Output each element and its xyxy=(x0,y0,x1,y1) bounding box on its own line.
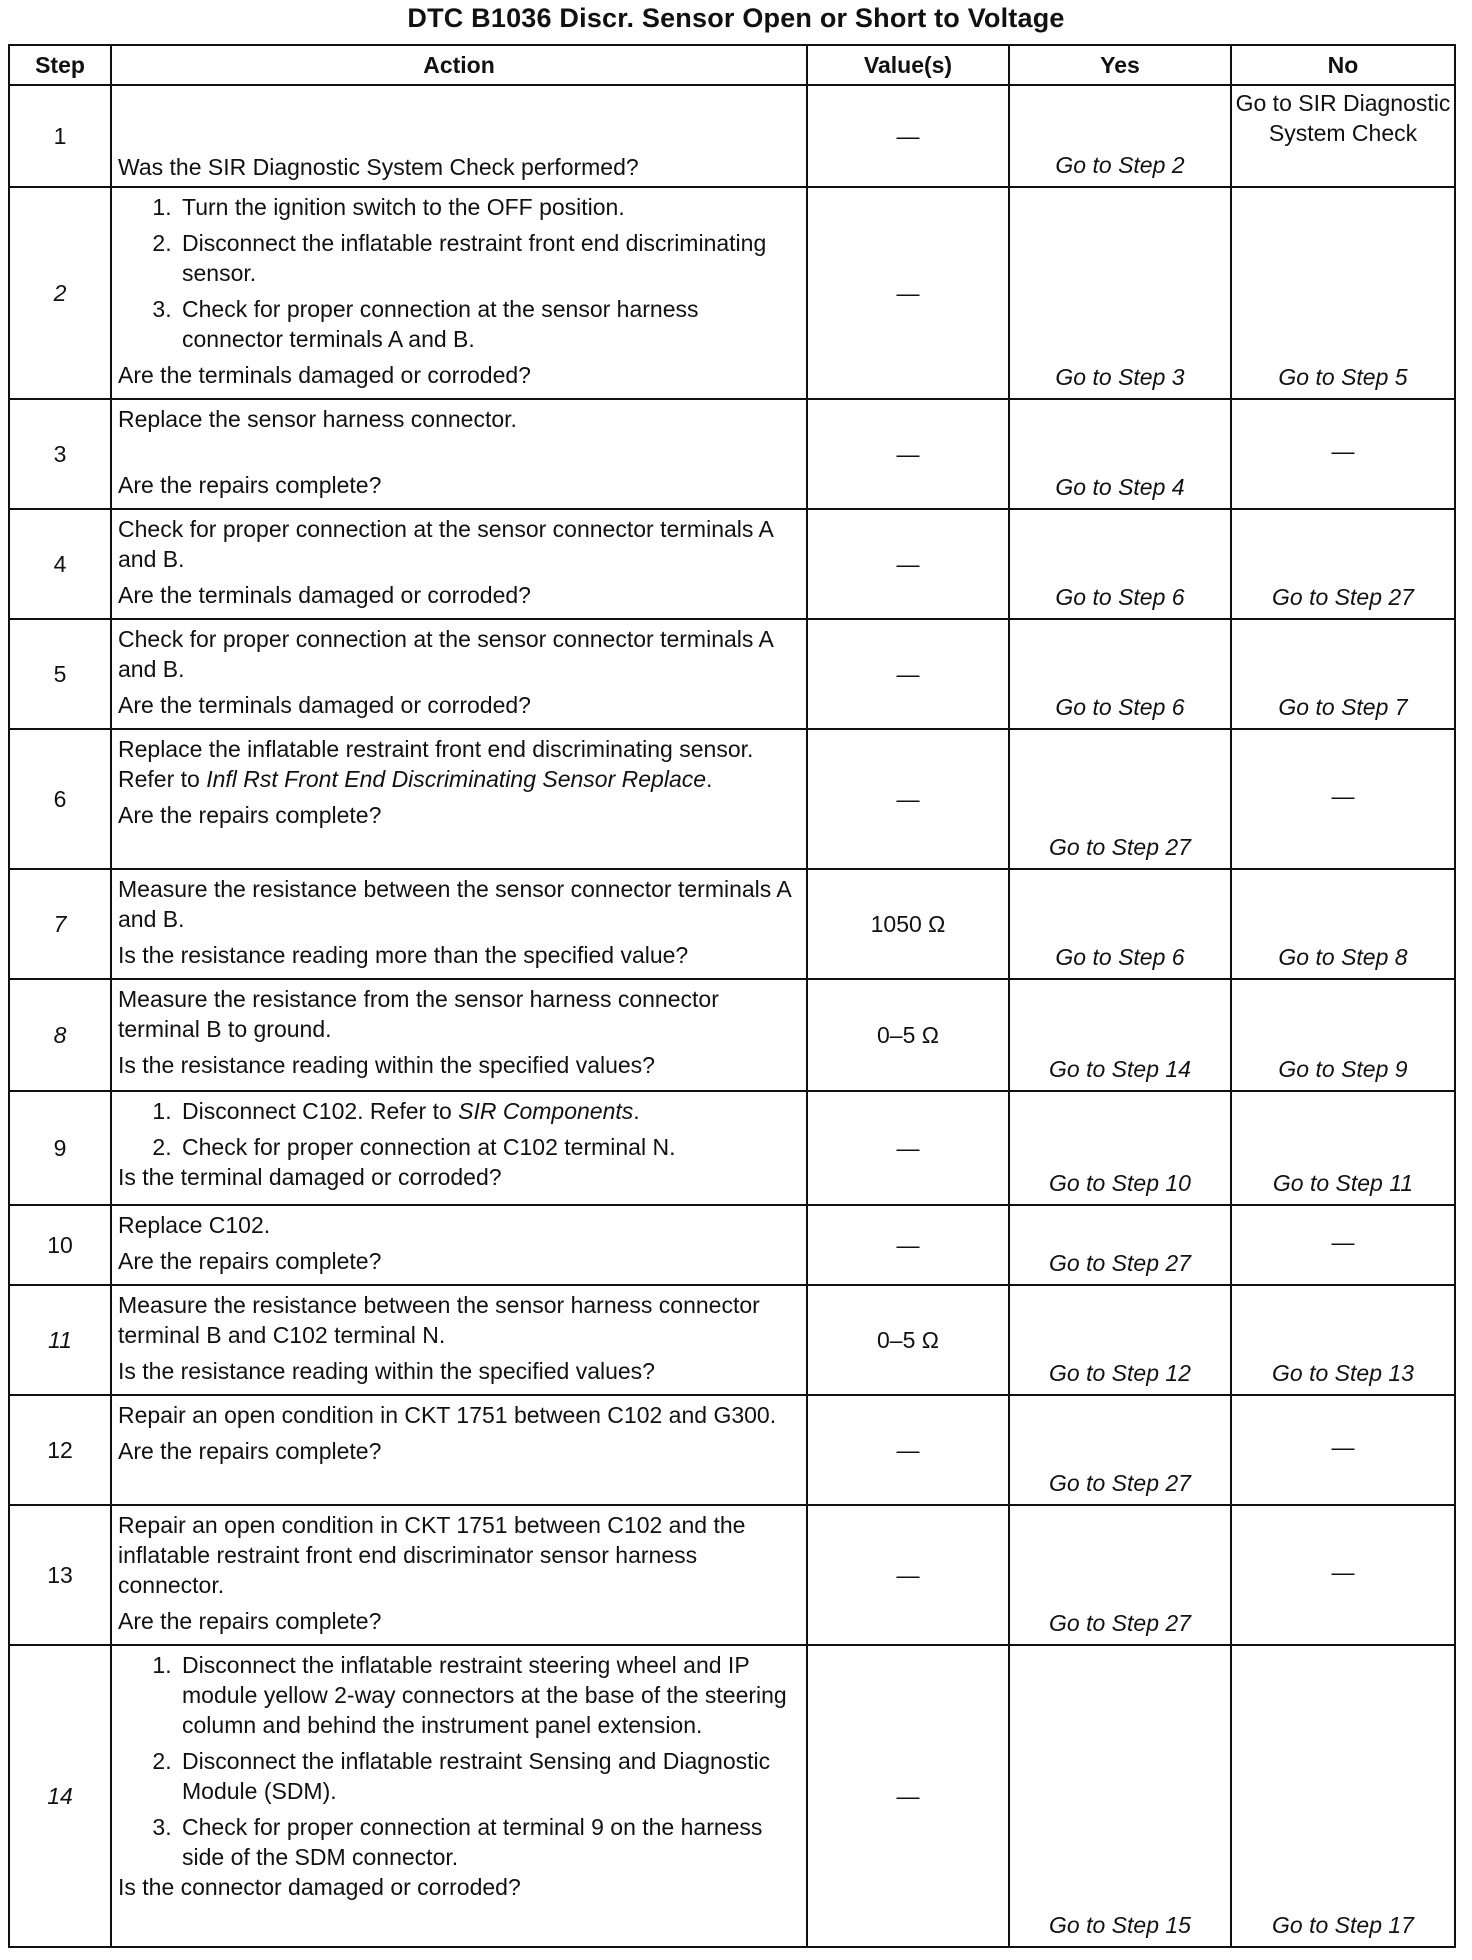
action-text: Replace C102. xyxy=(118,1212,271,1238)
action-cell xyxy=(111,1395,807,1505)
step-number: 11 xyxy=(9,1285,111,1395)
no-link[interactable]: Go to Step 5 xyxy=(1231,187,1455,399)
reference-link[interactable]: SIR Components xyxy=(458,1098,634,1124)
value-cell: 1050 Ω xyxy=(807,869,1009,979)
step-number: 14 xyxy=(9,1645,111,1947)
action-cell xyxy=(111,1091,807,1205)
list-item: 3. Check for proper connection at terminal 9 on the harness side of the SDM connector. xyxy=(178,1812,800,1872)
header-values: Value(s) xyxy=(807,45,1009,85)
value-cell: — xyxy=(807,1091,1009,1205)
step-number: 8 xyxy=(9,979,111,1091)
header-yes: Yes xyxy=(1009,45,1231,85)
table-row xyxy=(9,729,1455,869)
step-number: 1 xyxy=(9,85,111,187)
list-item-pre: Disconnect C102. Refer to xyxy=(182,1098,459,1124)
action-cell xyxy=(111,399,807,509)
table-row xyxy=(9,1205,1455,1285)
no-cell: — xyxy=(1231,1205,1455,1285)
yes-link[interactable]: Go to Step 12 xyxy=(1009,1285,1231,1395)
value-cell: — xyxy=(807,187,1009,399)
list-item-post: . xyxy=(633,1098,640,1124)
action-cell xyxy=(111,869,807,979)
no-link[interactable]: Go to Step 7 xyxy=(1231,619,1455,729)
table-row xyxy=(9,1395,1455,1505)
table-row xyxy=(9,399,1455,509)
action-question: Are the repairs complete? xyxy=(118,1248,382,1274)
value-cell: 0–5 Ω xyxy=(807,979,1009,1091)
action-text: Measure the resistance between the sensor harness connector terminal B and C102 terminal N. xyxy=(118,1292,760,1348)
list-item: 2. Disconnect the inflatable restraint front end discriminating sensor. xyxy=(178,228,800,288)
no-link[interactable]: Go to Step 13 xyxy=(1231,1285,1455,1395)
action-question: Are the terminals damaged or corroded? xyxy=(118,582,531,608)
action-cell xyxy=(111,1205,807,1285)
action-question: Are the repairs complete? xyxy=(118,1438,382,1464)
action-question: Are the terminals damaged or corroded? xyxy=(118,692,531,718)
yes-link[interactable]: Go to Step 6 xyxy=(1009,619,1231,729)
table-row xyxy=(9,869,1455,979)
step-number: 5 xyxy=(9,619,111,729)
action-list xyxy=(118,1096,800,1162)
yes-link[interactable]: Go to Step 27 xyxy=(1009,729,1231,869)
list-item: 1. Turn the ignition switch to the OFF position. xyxy=(178,192,800,222)
action-cell xyxy=(111,979,807,1091)
no-link[interactable]: Go to Step 17 xyxy=(1231,1645,1455,1947)
action-cell xyxy=(111,729,807,869)
value-cell: — xyxy=(807,399,1009,509)
table-row xyxy=(9,187,1455,399)
step-number: 4 xyxy=(9,509,111,619)
action-text: Measure the resistance from the sensor harness connector terminal B to ground. xyxy=(118,986,719,1042)
table-row xyxy=(9,979,1455,1091)
header-row xyxy=(9,45,1455,85)
no-link[interactable]: Go to Step 27 xyxy=(1231,509,1455,619)
step-number: 3 xyxy=(9,399,111,509)
value-cell: — xyxy=(807,729,1009,869)
value-cell: — xyxy=(807,1505,1009,1645)
table-row xyxy=(9,85,1455,187)
table-row xyxy=(9,1645,1455,1947)
action-text: Check for proper connection at the sensor connector terminals A and B. xyxy=(118,516,773,572)
step-number: 2 xyxy=(9,187,111,399)
no-link-text: Go to SIR Diagnostic System Check xyxy=(1235,90,1451,146)
list-item xyxy=(178,1096,800,1126)
table-row xyxy=(9,509,1455,619)
no-link[interactable] xyxy=(1231,85,1455,187)
step-number: 7 xyxy=(9,869,111,979)
no-link[interactable]: Go to Step 9 xyxy=(1231,979,1455,1091)
yes-link[interactable]: Go to Step 15 xyxy=(1009,1645,1231,1947)
list-item: 1. Disconnect the inflatable restraint steering wheel and IP module yellow 2-way connectors at the base of the steering column and behind the instrument panel extension. xyxy=(178,1650,800,1740)
no-cell: — xyxy=(1231,1505,1455,1645)
action-cell xyxy=(111,85,807,187)
action-question: Are the repairs complete? xyxy=(118,472,382,498)
action-text: Repair an open condition in CKT 1751 between C102 and the inflatable restraint front end discriminator sensor harness connector. xyxy=(118,1512,746,1598)
action-cell xyxy=(111,1505,807,1645)
action-question: Are the terminals damaged or corroded? xyxy=(118,362,531,388)
yes-link[interactable]: Go to Step 6 xyxy=(1009,509,1231,619)
no-cell: — xyxy=(1231,399,1455,509)
action-question: Is the terminal damaged or corroded? xyxy=(118,1164,502,1190)
value-cell: — xyxy=(807,85,1009,187)
no-cell: — xyxy=(1231,1395,1455,1505)
step-number: 12 xyxy=(9,1395,111,1505)
yes-link[interactable]: Go to Step 27 xyxy=(1009,1505,1231,1645)
action-question: Are the repairs complete? xyxy=(118,1608,382,1634)
table-row xyxy=(9,1505,1455,1645)
list-item: 2. Check for proper connection at C102 terminal N. xyxy=(178,1132,800,1162)
header-step: Step xyxy=(9,45,111,85)
table-row xyxy=(9,619,1455,729)
yes-link[interactable]: Go to Step 3 xyxy=(1009,187,1231,399)
yes-link[interactable]: Go to Step 10 xyxy=(1009,1091,1231,1205)
table-row xyxy=(9,1091,1455,1205)
no-link[interactable]: Go to Step 11 xyxy=(1231,1091,1455,1205)
step-number: 10 xyxy=(9,1205,111,1285)
yes-link[interactable]: Go to Step 14 xyxy=(1009,979,1231,1091)
no-cell: — xyxy=(1231,729,1455,869)
action-text: Replace the sensor harness connector. xyxy=(118,406,517,432)
step-number: 13 xyxy=(9,1505,111,1645)
no-link[interactable]: Go to Step 8 xyxy=(1231,869,1455,979)
action-text-pre: Replace the inflatable restraint front end discriminating sensor. Refer to xyxy=(118,736,754,792)
table-row xyxy=(9,1285,1455,1395)
action-cell xyxy=(111,619,807,729)
yes-link[interactable]: Go to Step 2 xyxy=(1009,85,1231,187)
list-item: 3. Check for proper connection at the sensor harness connector terminals A and B. xyxy=(178,294,800,354)
action-text xyxy=(118,734,800,794)
action-text-post: . xyxy=(706,766,713,792)
action-list xyxy=(118,1650,800,1872)
action-cell xyxy=(111,187,807,399)
action-list xyxy=(118,192,800,354)
action-text: Measure the resistance between the sensor connector terminals A and B. xyxy=(118,876,791,932)
yes-link[interactable]: Go to Step 27 xyxy=(1009,1205,1231,1285)
diagnostic-table xyxy=(8,44,1456,1948)
step-number: 6 xyxy=(9,729,111,869)
value-cell: 0–5 Ω xyxy=(807,1285,1009,1395)
page-title: DTC B1036 Discr. Sensor Open or Short to Voltage xyxy=(407,3,1065,33)
action-cell xyxy=(111,1285,807,1395)
action-question: Is the resistance reading more than the specified value? xyxy=(118,942,689,968)
value-cell: — xyxy=(807,619,1009,729)
step-number: 9 xyxy=(9,1091,111,1205)
reference-link[interactable]: Infl Rst Front End Discriminating Sensor Replace xyxy=(206,766,707,792)
value-cell: — xyxy=(807,1205,1009,1285)
header-no: No xyxy=(1231,45,1455,85)
action-text: Repair an open condition in CKT 1751 between C102 and G300. xyxy=(118,1402,777,1428)
action-question: Was the SIR Diagnostic System Check performed? xyxy=(118,154,639,180)
value-cell: — xyxy=(807,1395,1009,1505)
action-question: Is the connector damaged or corroded? xyxy=(118,1874,521,1900)
action-cell xyxy=(111,509,807,619)
yes-link[interactable]: Go to Step 6 xyxy=(1009,869,1231,979)
header-action: Action xyxy=(111,45,807,85)
action-text: Check for proper connection at the sensor connector terminals A and B. xyxy=(118,626,773,682)
value-cell: — xyxy=(807,509,1009,619)
yes-link[interactable]: Go to Step 27 xyxy=(1009,1395,1231,1505)
action-question: Is the resistance reading within the specified values? xyxy=(118,1052,655,1078)
yes-link[interactable]: Go to Step 4 xyxy=(1009,399,1231,509)
action-cell xyxy=(111,1645,807,1947)
action-question: Are the repairs complete? xyxy=(118,802,382,828)
list-item: 2. Disconnect the inflatable restraint Sensing and Diagnostic Module (SDM). xyxy=(178,1746,800,1806)
action-question: Is the resistance reading within the specified values? xyxy=(118,1358,655,1384)
value-cell: — xyxy=(807,1645,1009,1947)
